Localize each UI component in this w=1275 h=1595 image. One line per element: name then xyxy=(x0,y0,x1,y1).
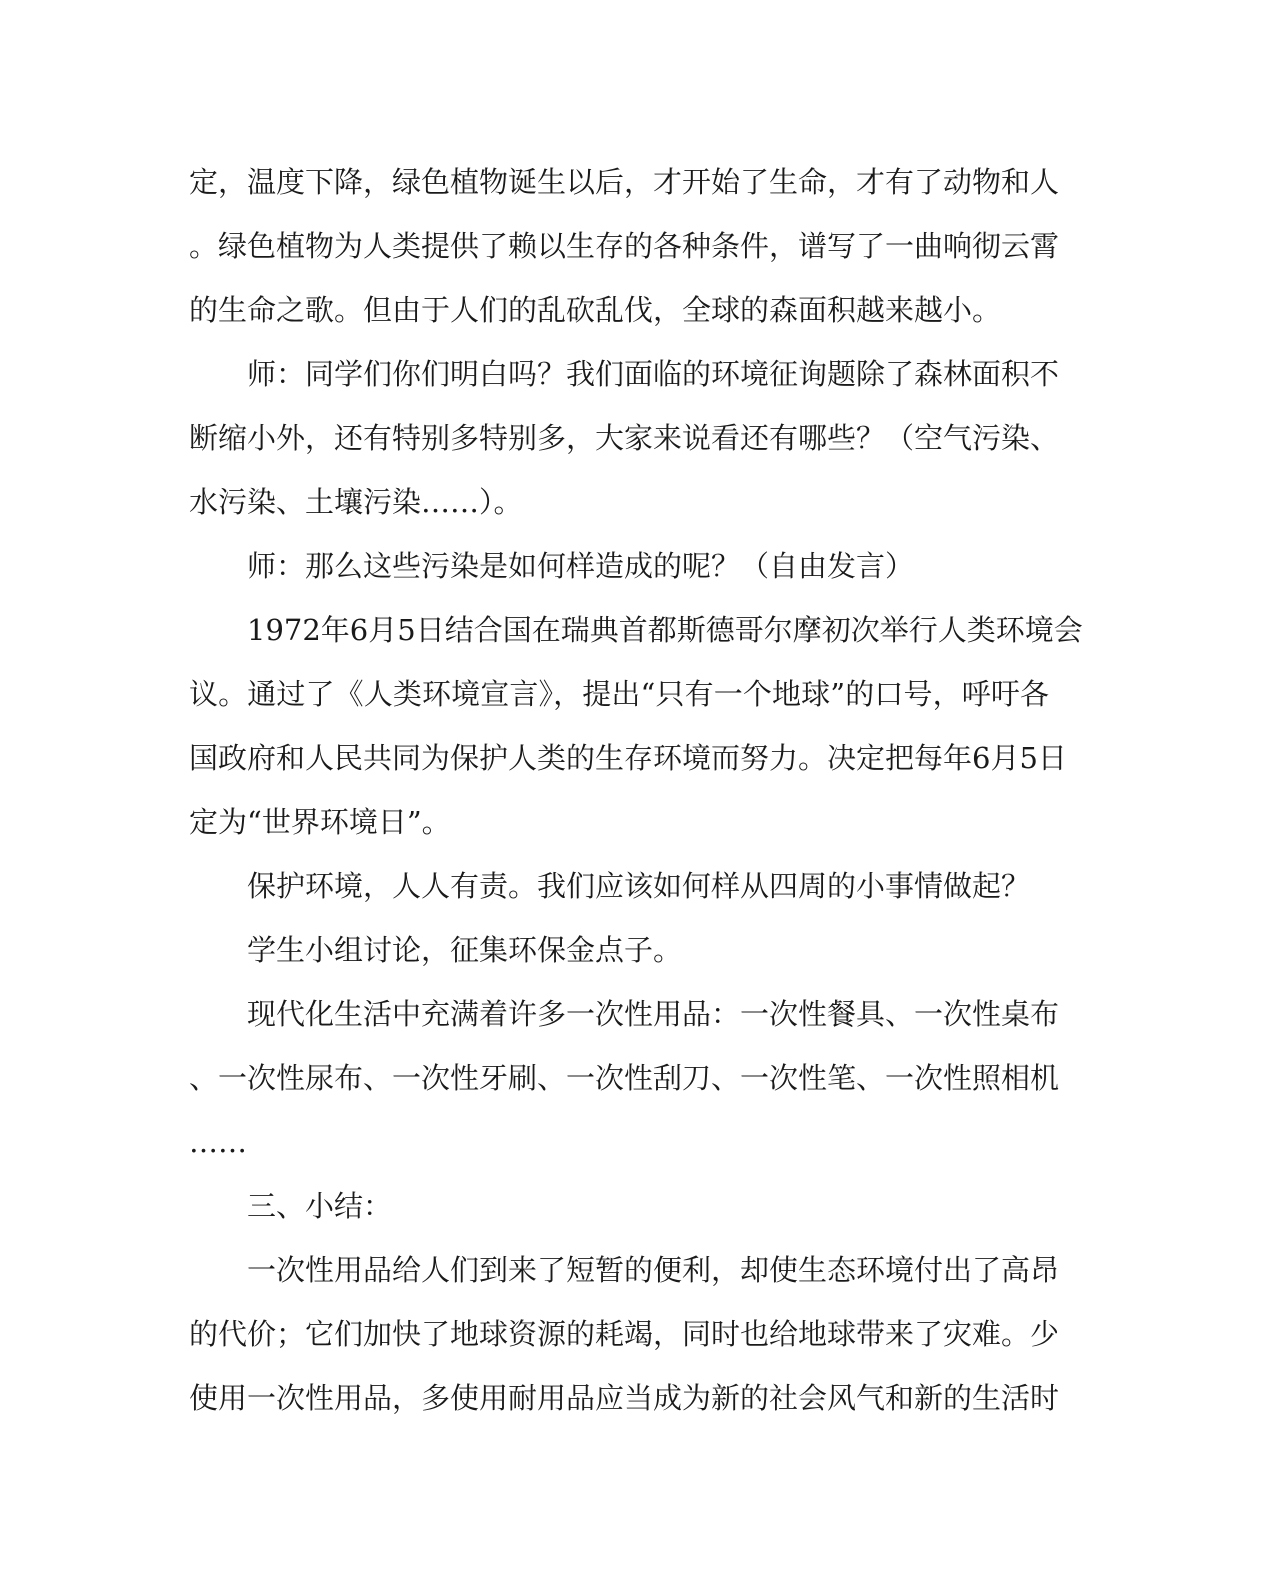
text-line: 1972年6月5日结合国在瑞典首都斯德哥尔摩初次举行人类环境会 xyxy=(247,613,1083,647)
text-line: 现代化生活中充满着许多一次性用品：一次性餐具、一次性桌布 xyxy=(247,997,1060,1031)
text-line: 师：那么这些污染是如何样造成的呢？（自由发言） xyxy=(247,549,915,583)
text-line: 师：同学们你们明白吗？我们面临的环境征询题除了森林面积不 xyxy=(247,357,1060,391)
text-line: 的生命之歌。但由于人们的乱砍乱伐，全球的森面积越来越小。 xyxy=(189,293,1002,327)
text-line: 保护环境，人人有责。我们应该如何样从四周的小事情做起？ xyxy=(247,869,1031,903)
text-line: 。绿色植物为人类提供了赖以生存的各种条件，谱写了一曲响彻云霄 xyxy=(189,229,1060,263)
document-page xyxy=(189,150,1083,1430)
text-line: 断缩小外，还有特别多特别多，大家来说看还有哪些？（空气污染、 xyxy=(189,421,1060,455)
text-line: 国政府和人民共同为保护人类的生存环境而努力。决定把每年6月5日 xyxy=(189,741,1067,775)
section-heading: 三、小结： xyxy=(247,1189,393,1223)
text-line: …… xyxy=(189,1125,247,1159)
text-line: 水污染、土壤污染……）。 xyxy=(189,485,523,519)
text-line: 学生小组讨论，征集环保金点子。 xyxy=(247,933,683,967)
text-line: 定为“世界环境日”。 xyxy=(189,805,451,839)
text-line: 的代价；它们加快了地球资源的耗竭，同时也给地球带来了灾难。少 xyxy=(189,1317,1060,1351)
text-line: 一次性用品给人们到来了短暂的便利，却使生态环境付出了高昂 xyxy=(247,1253,1060,1287)
text-line: 定，温度下降，绿色植物诞生以后，才开始了生命，才有了动物和人 xyxy=(189,165,1060,199)
text-line: 、一次性尿布、一次性牙刷、一次性刮刀、一次性笔、一次性照相机 xyxy=(189,1061,1060,1095)
text-line: 使用一次性用品，多使用耐用品应当成为新的社会风气和新的生活时 xyxy=(189,1381,1060,1415)
text-line: 议。通过了《人类环境宣言》，提出“只有一个地球”的口号，呼吁各 xyxy=(189,677,1049,711)
